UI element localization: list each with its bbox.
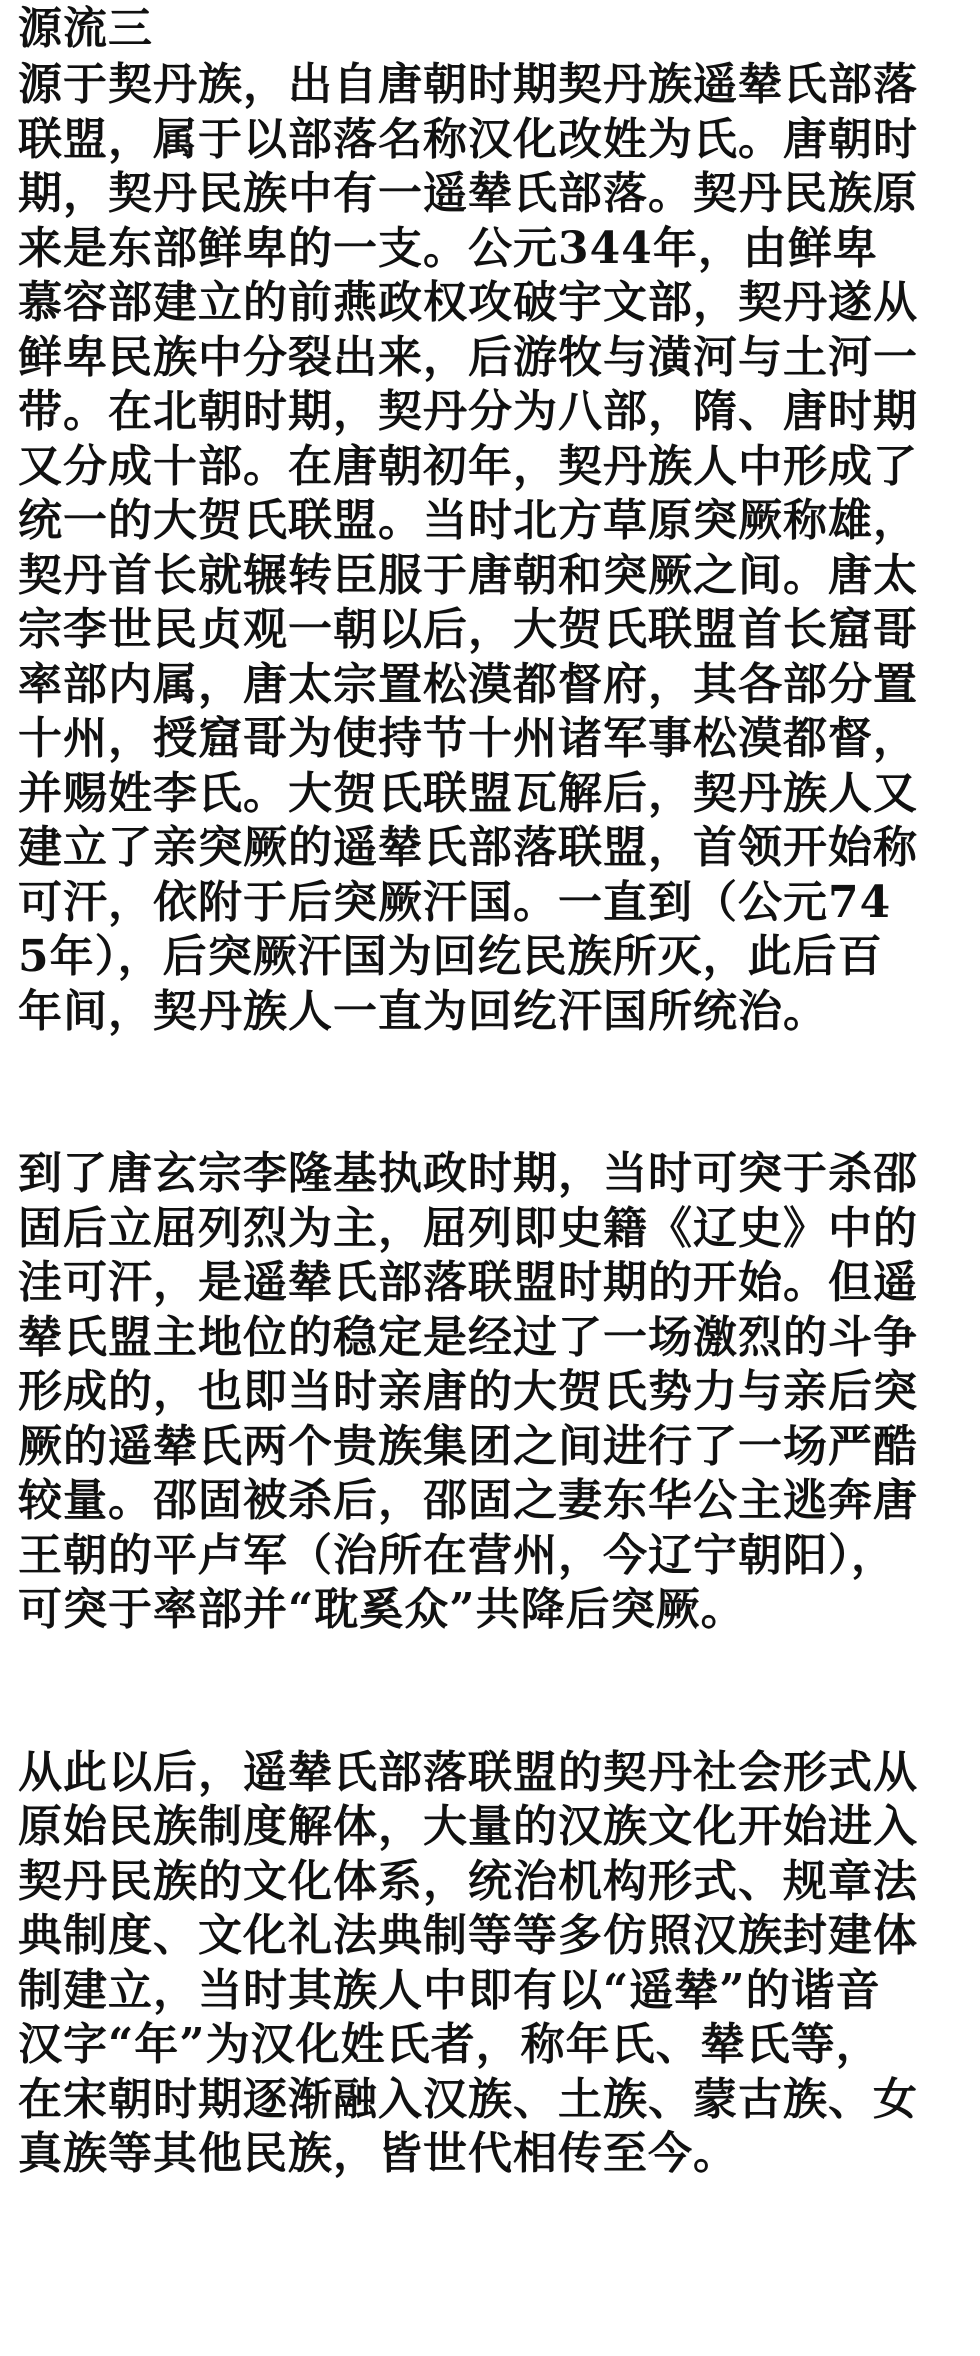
text-line: 联盟，属于以部落名称汉化改姓为氏。唐朝时	[18, 113, 918, 165]
text-line: 源于契丹族，出自唐朝时期契丹族遥辇氏部落	[18, 59, 918, 110]
text-line: 辇氏盟主地位的稳定是经过了一场激烈的斗争	[18, 1311, 918, 1363]
text-line: 5年），后突厥汗国为回纥民族所灭，此后百	[18, 931, 883, 982]
text-line: 固后立屈列烈为主，屈列即史籍《辽史》中的	[18, 1202, 918, 1254]
text-line: 来是东部鲜卑的一支。公元344年，由鲜卑	[18, 222, 878, 274]
text-line: 率部内属，唐太宗置松漠都督府，其各部分置	[18, 658, 918, 710]
text-line: 原始民族制度解体，大量的汉族文化开始进入	[18, 1801, 918, 1852]
text-line: 并赐姓李氏。大贺氏联盟瓦解后，契丹族人又	[18, 767, 918, 819]
document-body	[18, 58, 970, 2182]
text-line: 统一的大贺氏联盟。当时北方草原突厥称雄，	[18, 495, 918, 546]
text-line: 真族等其他民族，皆世代相传至今。	[18, 2128, 738, 2179]
paragraph-1	[18, 58, 970, 1039]
text-line: 可突于率部并“耽奚众”共降后突厥。	[18, 1584, 746, 1635]
paragraph-gap	[18, 1039, 970, 1147]
text-line: 较量。邵固被杀后，邵固之妻东华公主逃奔唐	[18, 1475, 918, 1526]
text-line: 期，契丹民族中有一遥辇氏部落。契丹民族原	[18, 168, 918, 219]
paragraph-2	[18, 1147, 970, 1638]
text-line: 年间，契丹族人一直为回纥汗国所统治。	[18, 985, 828, 1037]
paragraph-3	[18, 1746, 970, 2182]
text-line: 厥的遥辇氏两个贵族集团之间进行了一场严酷	[18, 1420, 918, 1472]
text-line: 契丹民族的文化体系，统治机构形式、规章法	[18, 1855, 918, 1907]
text-line: 从此以后，遥辇氏部落联盟的契丹社会形式从	[18, 1746, 918, 1798]
text-line: 在宋朝时期逐渐融入汉族、土族、蒙古族、女	[18, 2073, 918, 2125]
document-title: 源流三	[18, 3, 153, 54]
text-line: 典制度、文化礼法典制等等多仿照汉族封建体	[18, 1910, 918, 1961]
text-line: 又分成十部。在唐朝初年，契丹族人中形成了	[18, 440, 918, 492]
text-line: 慕容部建立的前燕政权攻破宇文部，契丹遂从	[18, 277, 918, 328]
text-line: 契丹首长就辗转臣服于唐朝和突厥之间。唐太	[18, 549, 918, 601]
text-line: 汉字“年”为汉化姓氏者，称年氏、辇氏等，	[18, 2019, 881, 2070]
text-line: 洼可汗，是遥辇氏部落联盟时期的开始。但遥	[18, 1257, 918, 1308]
text-line: 可汗，依附于后突厥汗国。一直到（公元74	[18, 876, 892, 928]
text-line: 形成的，也即当时亲唐的大贺氏势力与亲后突	[18, 1366, 918, 1417]
text-line: 带。在北朝时期，契丹分为八部，隋、唐时期	[18, 386, 918, 437]
text-line: 宗李世民贞观一朝以后，大贺氏联盟首长窟哥	[18, 604, 918, 655]
text-line: 建立了亲突厥的遥辇氏部落联盟，首领开始称	[18, 822, 918, 873]
text-line: 到了唐玄宗李隆基执政时期，当时可突于杀邵	[18, 1148, 918, 1199]
text-line: 王朝的平卢军（治所在营州，今辽宁朝阳），	[18, 1529, 896, 1581]
text-line: 鲜卑民族中分裂出来，后游牧与潢河与土河一	[18, 331, 918, 383]
text-line: 十州，授窟哥为使持节十州诸军事松漠都督，	[18, 713, 918, 764]
paragraph-gap	[18, 1638, 970, 1746]
text-line: 制建立，当时其族人中即有以“遥辇”的谐音	[18, 1964, 881, 2016]
